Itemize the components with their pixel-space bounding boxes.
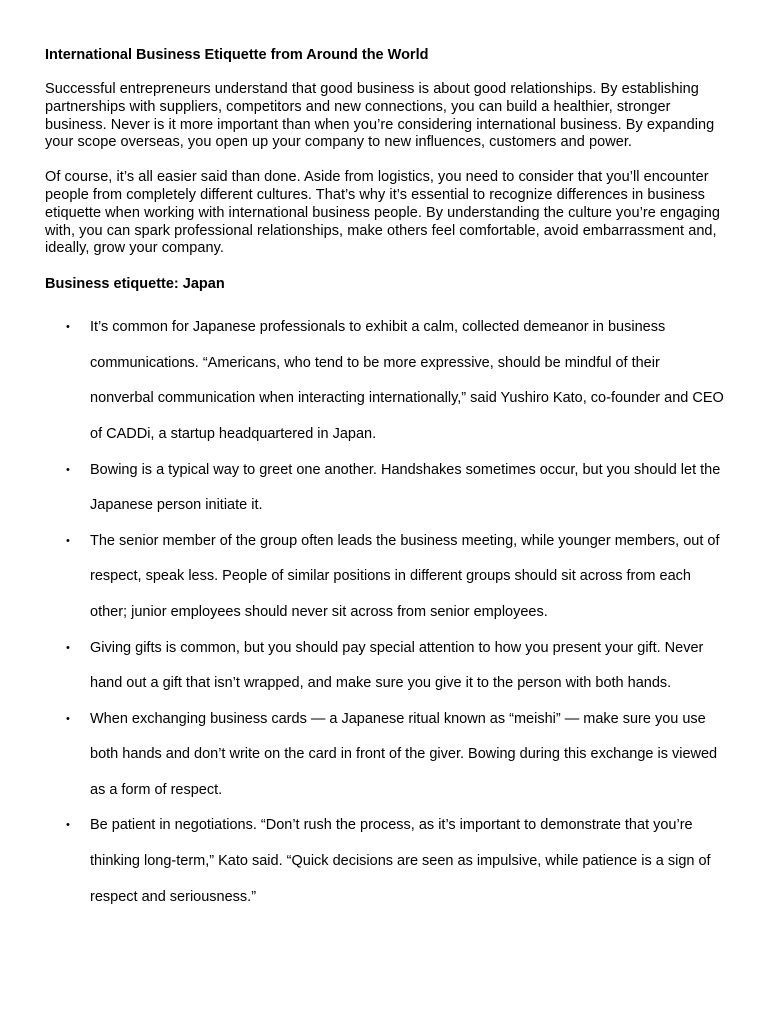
list-item-text: The senior member of the group often leads the business meeting, while younger members, out of respect, speak less. People of similar positions in different groups should sit across from each other; junior employees should never sit across from senior employees. [90,532,720,620]
document-page [45,46,725,915]
bullet-icon: • [66,641,70,654]
bullet-icon: • [66,321,70,334]
list-item-text: Bowing is a typical way to greet one another. Handshakes sometimes occur, but you should let the Japanese person initiate it. [90,461,721,514]
list-item [45,524,725,631]
list-item-text: Giving gifts is common, but you should pay special attention to how you present your gift. Never hand out a gift that isn’t wrapped, and make sure you give it to the person with both hands. [90,639,704,692]
japan-etiquette-list [45,310,725,915]
list-item [45,808,725,915]
bullet-icon: • [66,463,70,476]
list-item [45,702,725,809]
list-item [45,453,725,524]
document-title: International Business Etiquette from Around the World [45,47,429,63]
bullet-icon: • [66,534,70,547]
context-paragraph: Of course, it’s all easier said than done. Aside from logistics, you need to consider that you’ll encounter people from completely different cultures. That’s why it’s essential to recognize differences in business etiquette when working with international business people. By understanding the culture you’re engaging with, you can spark professional relationships, make others feel comfortable, avoid embarrassment and, ideally, grow your company. [45,169,721,257]
intro-paragraph: Successful entrepreneurs understand that good business is about good relationships. By establishing partnerships with suppliers, competitors and new connections, you can build a healthier, stronger business. Never is it more important than when you’re considering international business. By expanding your scope overseas, you open up your company to new influences, customers and power. [45,81,715,151]
list-item [45,310,725,452]
list-item-text: Be patient in negotiations. “Don’t rush the process, as it’s important to demonstrate that you’re thinking long-term,” Kato said. “Quick decisions are seen as impulsive, while patience is a sign of respect and seriousness.” [90,817,711,905]
list-item [45,631,725,702]
list-item-text: When exchanging business cards — a Japanese ritual known as “meishi” — make sure you use both hands and don’t write on the card in front of the giver. Bowing during this exchange is viewed as a form of respect. [90,710,718,798]
list-item-text: It’s common for Japanese professionals to exhibit a calm, collected demeanor in business communications. “Americans, who tend to be more expressive, should be mindful of their nonverbal communication when interacting internationally,” said Yushiro Kato, co-founder and CEO of CADDi, a startup headquartered in Japan. [90,319,724,442]
section-heading-japan: Business etiquette: Japan [45,276,225,293]
bullet-icon: • [66,712,70,725]
bullet-icon: • [66,819,70,832]
